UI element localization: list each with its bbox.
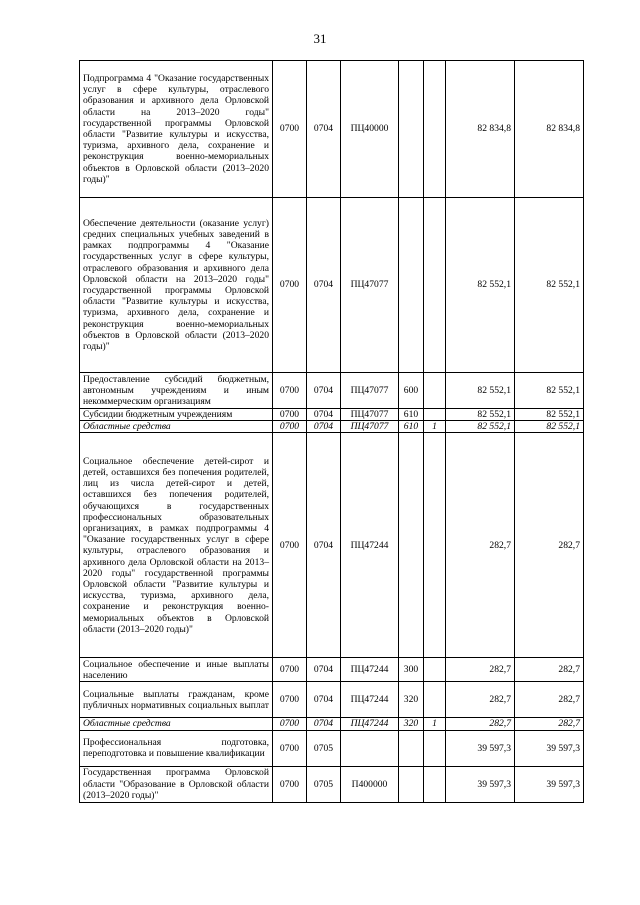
cell-sum-1: 82 552,1 [446, 373, 515, 409]
cell-vr [399, 766, 424, 802]
cell-rz: 0700 [273, 718, 307, 730]
cell-source [424, 433, 446, 658]
cell-sum-2: 82 834,8 [515, 61, 584, 198]
cell-rz: 0700 [273, 421, 307, 433]
cell-sum-1: 82 834,8 [446, 61, 515, 198]
table-row [80, 766, 584, 802]
cell-prz: 0704 [307, 421, 341, 433]
cell-sum-1: 282,7 [446, 658, 515, 682]
cell-sum-2: 82 552,1 [515, 198, 584, 373]
cell-prz: 0704 [307, 658, 341, 682]
row-name: Подпрограмма 4 "Оказание государственных услуг в сфере культуры, отраслевого образования и архивного дела Орловской области на 2013–2020 годы" государственной программы Орловской области "Развитие культуры и искусства, туризма, архивного дела, сохранение и реконструкция военно-мемориальных объектов в Орловской области (2013–2020 годы)" [80, 61, 273, 198]
row-name: Субсидии бюджетным учреждениям [80, 409, 273, 421]
cell-prz: 0705 [307, 730, 341, 766]
cell-sum-1: 282,7 [446, 718, 515, 730]
cell-vr [399, 61, 424, 198]
row-name: Областные средства [80, 421, 273, 433]
table-row [80, 198, 584, 373]
table-row [80, 730, 584, 766]
cell-prz: 0704 [307, 433, 341, 658]
table-body [80, 61, 584, 803]
cell-vr [399, 730, 424, 766]
cell-rz: 0700 [273, 730, 307, 766]
cell-prz: 0704 [307, 373, 341, 409]
cell-rz: 0700 [273, 198, 307, 373]
row-name: Государственная программа Орловской области "Образование в Орловской области (2013–2020 годы)" [80, 766, 273, 802]
cell-csr: П400000 [341, 766, 399, 802]
cell-source: 1 [424, 421, 446, 433]
cell-rz: 0700 [273, 682, 307, 718]
cell-sum-1: 282,7 [446, 433, 515, 658]
cell-rz: 0700 [273, 61, 307, 198]
cell-prz: 0704 [307, 682, 341, 718]
row-name: Профессиональная подготовка, переподготовка и повышение квалификации [80, 730, 273, 766]
cell-source [424, 409, 446, 421]
cell-prz: 0704 [307, 61, 341, 198]
cell-vr: 300 [399, 658, 424, 682]
cell-rz: 0700 [273, 409, 307, 421]
cell-csr: ПЦ47244 [341, 682, 399, 718]
cell-sum-2: 82 552,1 [515, 409, 584, 421]
cell-rz: 0700 [273, 373, 307, 409]
cell-vr: 610 [399, 421, 424, 433]
cell-source [424, 730, 446, 766]
cell-csr [341, 730, 399, 766]
budget-table [79, 60, 584, 803]
cell-vr: 320 [399, 682, 424, 718]
table-row [80, 718, 584, 730]
cell-source [424, 198, 446, 373]
cell-rz: 0700 [273, 658, 307, 682]
cell-vr [399, 198, 424, 373]
cell-prz: 0704 [307, 718, 341, 730]
cell-sum-1: 82 552,1 [446, 198, 515, 373]
row-name: Предоставление субсидий бюджетным, автономным учреждениям и иным некоммерческим организациям [80, 373, 273, 409]
cell-source [424, 61, 446, 198]
cell-source [424, 373, 446, 409]
cell-sum-1: 39 597,3 [446, 730, 515, 766]
cell-rz: 0700 [273, 766, 307, 802]
cell-sum-2: 282,7 [515, 433, 584, 658]
table-row [80, 409, 584, 421]
cell-rz: 0700 [273, 433, 307, 658]
cell-sum-2: 282,7 [515, 658, 584, 682]
table-row [80, 61, 584, 198]
cell-csr: ПЦ47244 [341, 658, 399, 682]
table-row [80, 421, 584, 433]
cell-prz: 0704 [307, 409, 341, 421]
page-number: 31 [313, 31, 327, 46]
cell-csr: ПЦ47077 [341, 421, 399, 433]
row-name: Обеспечение деятельности (оказание услуг) средних специальных учебных заведений в рамках подпрограммы 4 "Оказание государственных услуг в сфере культуры, отраслевого образования и архивного дела Орловской области на 2013–2020 годы" государственной программы Орловской области "Развитие культуры и искусства, туризма, архивного дела, сохранение и реконструкция военно-мемориальных объектов в Орловской области (2013–2020 годы)" [80, 198, 273, 373]
table-row [80, 682, 584, 718]
table-row [80, 433, 584, 658]
cell-sum-2: 82 552,1 [515, 373, 584, 409]
cell-vr: 610 [399, 409, 424, 421]
cell-prz: 0704 [307, 198, 341, 373]
row-name: Социальное обеспечение детей-сирот и детей, оставшихся без попечения родителей, лиц из числа детей-сирот и детей, оставшихся без попечения родителей, обучающихся в государственных профессиональных образовательных организациях, в рамках подпрограммы 4 "Оказание государственных услуг в сфере культуры, отраслевого образования и архивного дела Орловской области на 2013–2020 годы" государственной программы Орловской области "Развитие культуры и искусства, туризма, архивного дела, сохранение и реконструкция военно-мемориальных объектов в Орловской области (2013–2020 годы)" [80, 433, 273, 658]
cell-source [424, 658, 446, 682]
row-name: Социальные выплаты гражданам, кроме публичных нормативных социальных выплат [80, 682, 273, 718]
cell-vr: 600 [399, 373, 424, 409]
cell-source [424, 766, 446, 802]
cell-csr: ПЦ40000 [341, 61, 399, 198]
cell-sum-1: 82 552,1 [446, 409, 515, 421]
cell-csr: ПЦ47077 [341, 409, 399, 421]
cell-sum-1: 82 552,1 [446, 421, 515, 433]
cell-csr: ПЦ47077 [341, 198, 399, 373]
cell-source [424, 682, 446, 718]
cell-sum-2: 39 597,3 [515, 766, 584, 802]
cell-vr [399, 433, 424, 658]
row-name: Социальное обеспечение и иные выплаты населению [80, 658, 273, 682]
cell-sum-2: 39 597,3 [515, 730, 584, 766]
cell-sum-1: 282,7 [446, 682, 515, 718]
cell-sum-1: 39 597,3 [446, 766, 515, 802]
cell-source: 1 [424, 718, 446, 730]
cell-sum-2: 82 552,1 [515, 421, 584, 433]
cell-csr: ПЦ47077 [341, 373, 399, 409]
cell-csr: ПЦ47244 [341, 433, 399, 658]
cell-csr: ПЦ47244 [341, 718, 399, 730]
cell-vr: 320 [399, 718, 424, 730]
cell-prz: 0705 [307, 766, 341, 802]
row-name: Областные средства [80, 718, 273, 730]
cell-sum-2: 282,7 [515, 718, 584, 730]
cell-sum-2: 282,7 [515, 682, 584, 718]
table-row [80, 658, 584, 682]
table-row [80, 373, 584, 409]
